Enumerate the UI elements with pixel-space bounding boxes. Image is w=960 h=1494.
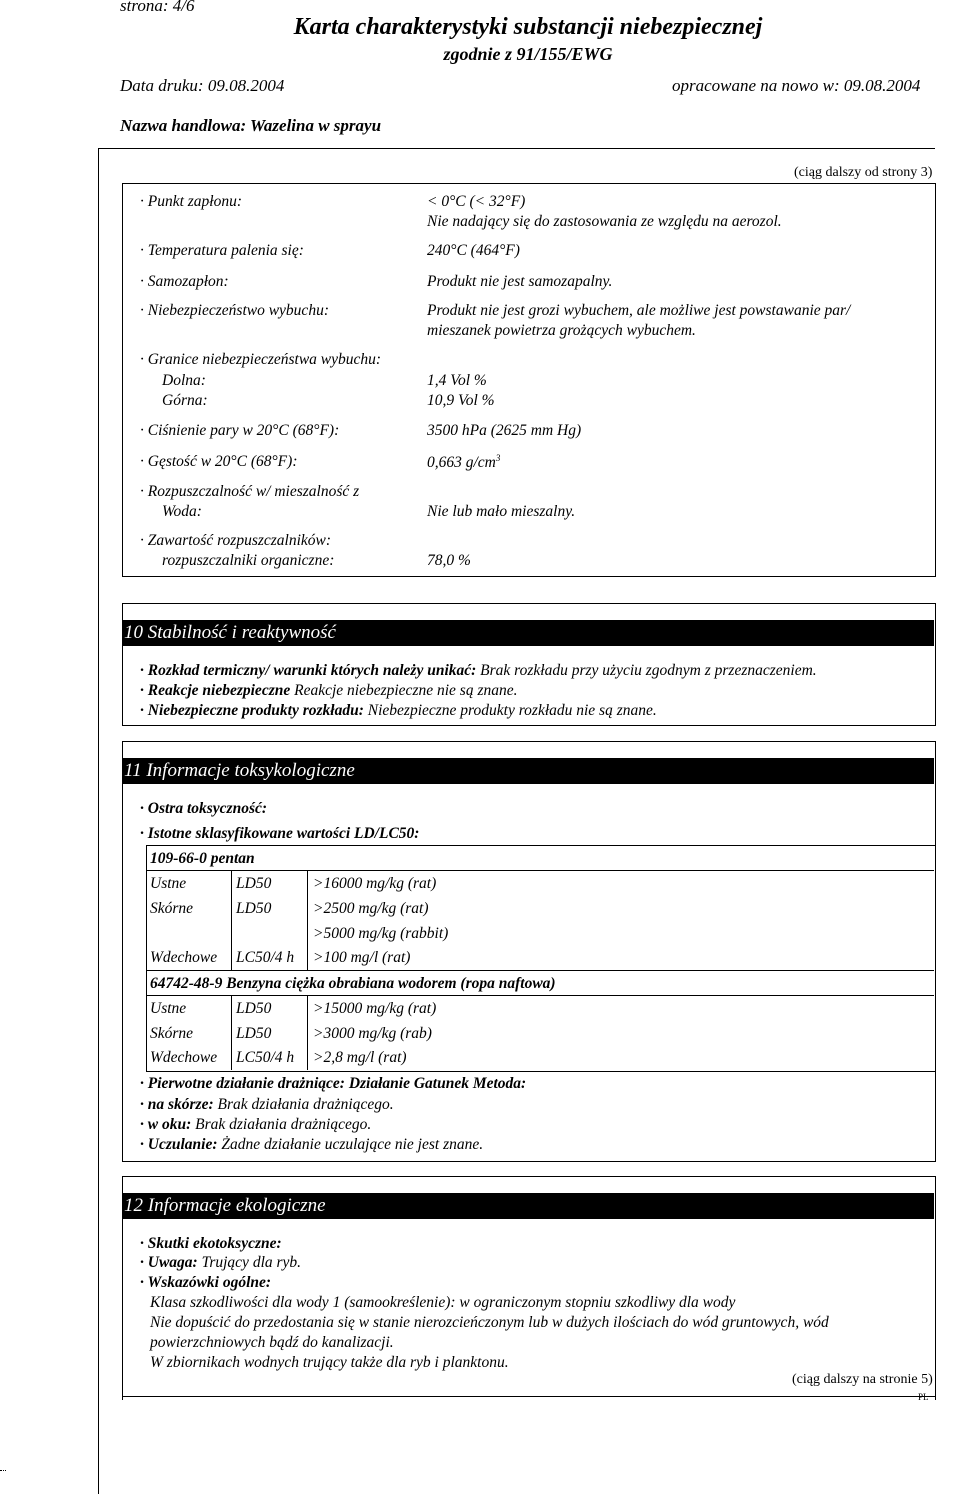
explosion-value-line1: Produkt nie jest grozi wybuchem, ale możliwe jest powstawanie par/ (427, 302, 851, 319)
skin-irritation: · na skórze: Brak działania drażniącego. (140, 1096, 394, 1113)
thermal-decomposition: · Rozkład termiczny/ warunki których należy unikać: Brak rozkładu przy użyciu zgodnym z przeznaczeniem. (140, 662, 817, 679)
self-ignition-label: · Samozapłon: (140, 273, 229, 290)
tox-col-rule (307, 870, 308, 970)
substance-naphtha: 64742-48-9 Benzyna ciężka obrabiana wodorem (ropa naftowa) (150, 975, 556, 992)
aquatic-note: W zbiornikach wodnych trujący także dla ryb i planktonu. (150, 1354, 509, 1371)
remark: · Uwaga: Trujący dla ryb. (140, 1254, 302, 1271)
section-12-title: 12 Informacje ekologiczne (122, 1193, 934, 1219)
self-ignition-value: Produkt nie jest samozapalny. (427, 273, 613, 290)
document-subtitle: zgodnie z 91/155/EWG (443, 44, 613, 64)
decomposition-products: · Niebezpieczne produkty rozkładu: Niebezpieczne produkty rozkładu nie są znane. (140, 702, 657, 719)
hazardous-reactions: · Reakcje niebezpieczne Reakcje niebezpieczne nie są znane. (140, 682, 518, 699)
lower-limit-label: Dolna: (162, 372, 206, 389)
tox-rule (146, 870, 934, 871)
ld-lc50-heading: · Istotne sklasyfikowane wartości LD/LC50: (140, 825, 420, 842)
flash-point-note: Nie nadający się do zastosowania ze względu na aerozol. (427, 213, 782, 230)
tox-rule (146, 970, 934, 971)
continued-from: (ciąg dalszy od strony 3) (794, 165, 933, 180)
flash-point-value: < 0°C (< 32°F) (427, 193, 526, 210)
flash-point-label: · Punkt zapłonu: (140, 193, 243, 210)
water-label: Woda: (162, 503, 202, 520)
upper-limit-value: 10,9 Vol % (427, 392, 495, 409)
vapour-pressure-value: 3500 hPa (2625 mm Hg) (427, 422, 582, 439)
tox-rule (146, 995, 934, 996)
explosion-label: · Niebezpieczeństwo wybuchu: (140, 302, 329, 319)
upper-limit-label: Górna: (162, 392, 208, 409)
vapour-pressure-label: · Ciśnienie pary w 20°C (68°F): (140, 422, 340, 439)
discharge-note-line1: Nie dopuścić do przedostania się w stanie nierozcieńczonym lub w dużych ilościach do wód gruntowych, wód (150, 1314, 829, 1331)
irritation-heading: · Pierwotne działanie drażniące: Działanie Gatunek Metoda: (140, 1075, 527, 1092)
page-number: strona: 4/6 (120, 0, 195, 15)
explosion-value-line2: mieszanek powietrza grożących wybuchem. (427, 322, 696, 339)
sensitisation: · Uczulanie: Żadne działanie uczulające nie jest znane. (140, 1136, 484, 1153)
explosion-limits-label: · Granice niebezpieczeństwa wybuchu: (140, 351, 382, 368)
section-10-title: 10 Stabilność i reaktywność (122, 620, 934, 646)
section-11-title: 11 Informacje toksykologiczne (122, 758, 934, 784)
tox-col-rule (307, 995, 308, 1070)
revision-date: opracowane na nowo w: 09.08.2004 (672, 76, 921, 95)
water-hazard-class: Klasa szkodliwości dla wody 1 (samookreślenie): w ograniczonym stopniu szkodliwy dla wody (150, 1294, 736, 1311)
discharge-note-line2: powierzchniowych bądź do kanalizacji. (150, 1334, 394, 1351)
burn-temp-label: · Temperatura palenia się: (140, 242, 304, 259)
organic-solvents-value: 78,0 % (427, 552, 471, 569)
left-margin-rule (98, 148, 99, 1494)
footer-rule (122, 1396, 935, 1397)
ecotoxic-heading: · Skutki ekotoksyczne: (140, 1235, 282, 1252)
substance-pentane: 109-66-0 pentan (150, 850, 255, 867)
document-title: Karta charakterystyki substancji niebezpiecznej (293, 14, 763, 40)
density-label: · Gęstość w 20°C (68°F): (140, 453, 298, 470)
print-date: Data druku: 09.08.2004 (120, 76, 285, 95)
tox-col-rule (231, 870, 232, 970)
general-notes-heading: · Wskazówki ogólne: (140, 1274, 272, 1291)
page-mark (0, 1470, 6, 1471)
eye-irritation: · w oku: Brak działania drażniącego. (140, 1116, 372, 1133)
water-value: Nie lub mało mieszalny. (427, 503, 576, 520)
trade-name: Nazwa handlowa: Wazelina w sprayu (120, 116, 382, 135)
burn-temp-value: 240°C (464°F) (427, 242, 520, 259)
density-value: 0,663 $g/cm^3$ (427, 453, 501, 472)
lower-limit-value: 1,4 Vol % (427, 372, 487, 389)
header-divider (98, 148, 935, 149)
language-code: PL (918, 1392, 929, 1402)
acute-toxicity-label: · Ostra toksyczność: (140, 800, 268, 817)
solvent-content-label: · Zawartość rozpuszczalników: (140, 532, 332, 549)
organic-solvents-label: rozpuszczalniki organiczne: (162, 552, 335, 569)
solubility-label: · Rozpuszczalność w/ mieszalność z (140, 483, 360, 500)
tox-col-rule (231, 995, 232, 1070)
continued-to: (ciąg dalszy na stronie 5) (792, 1372, 933, 1387)
